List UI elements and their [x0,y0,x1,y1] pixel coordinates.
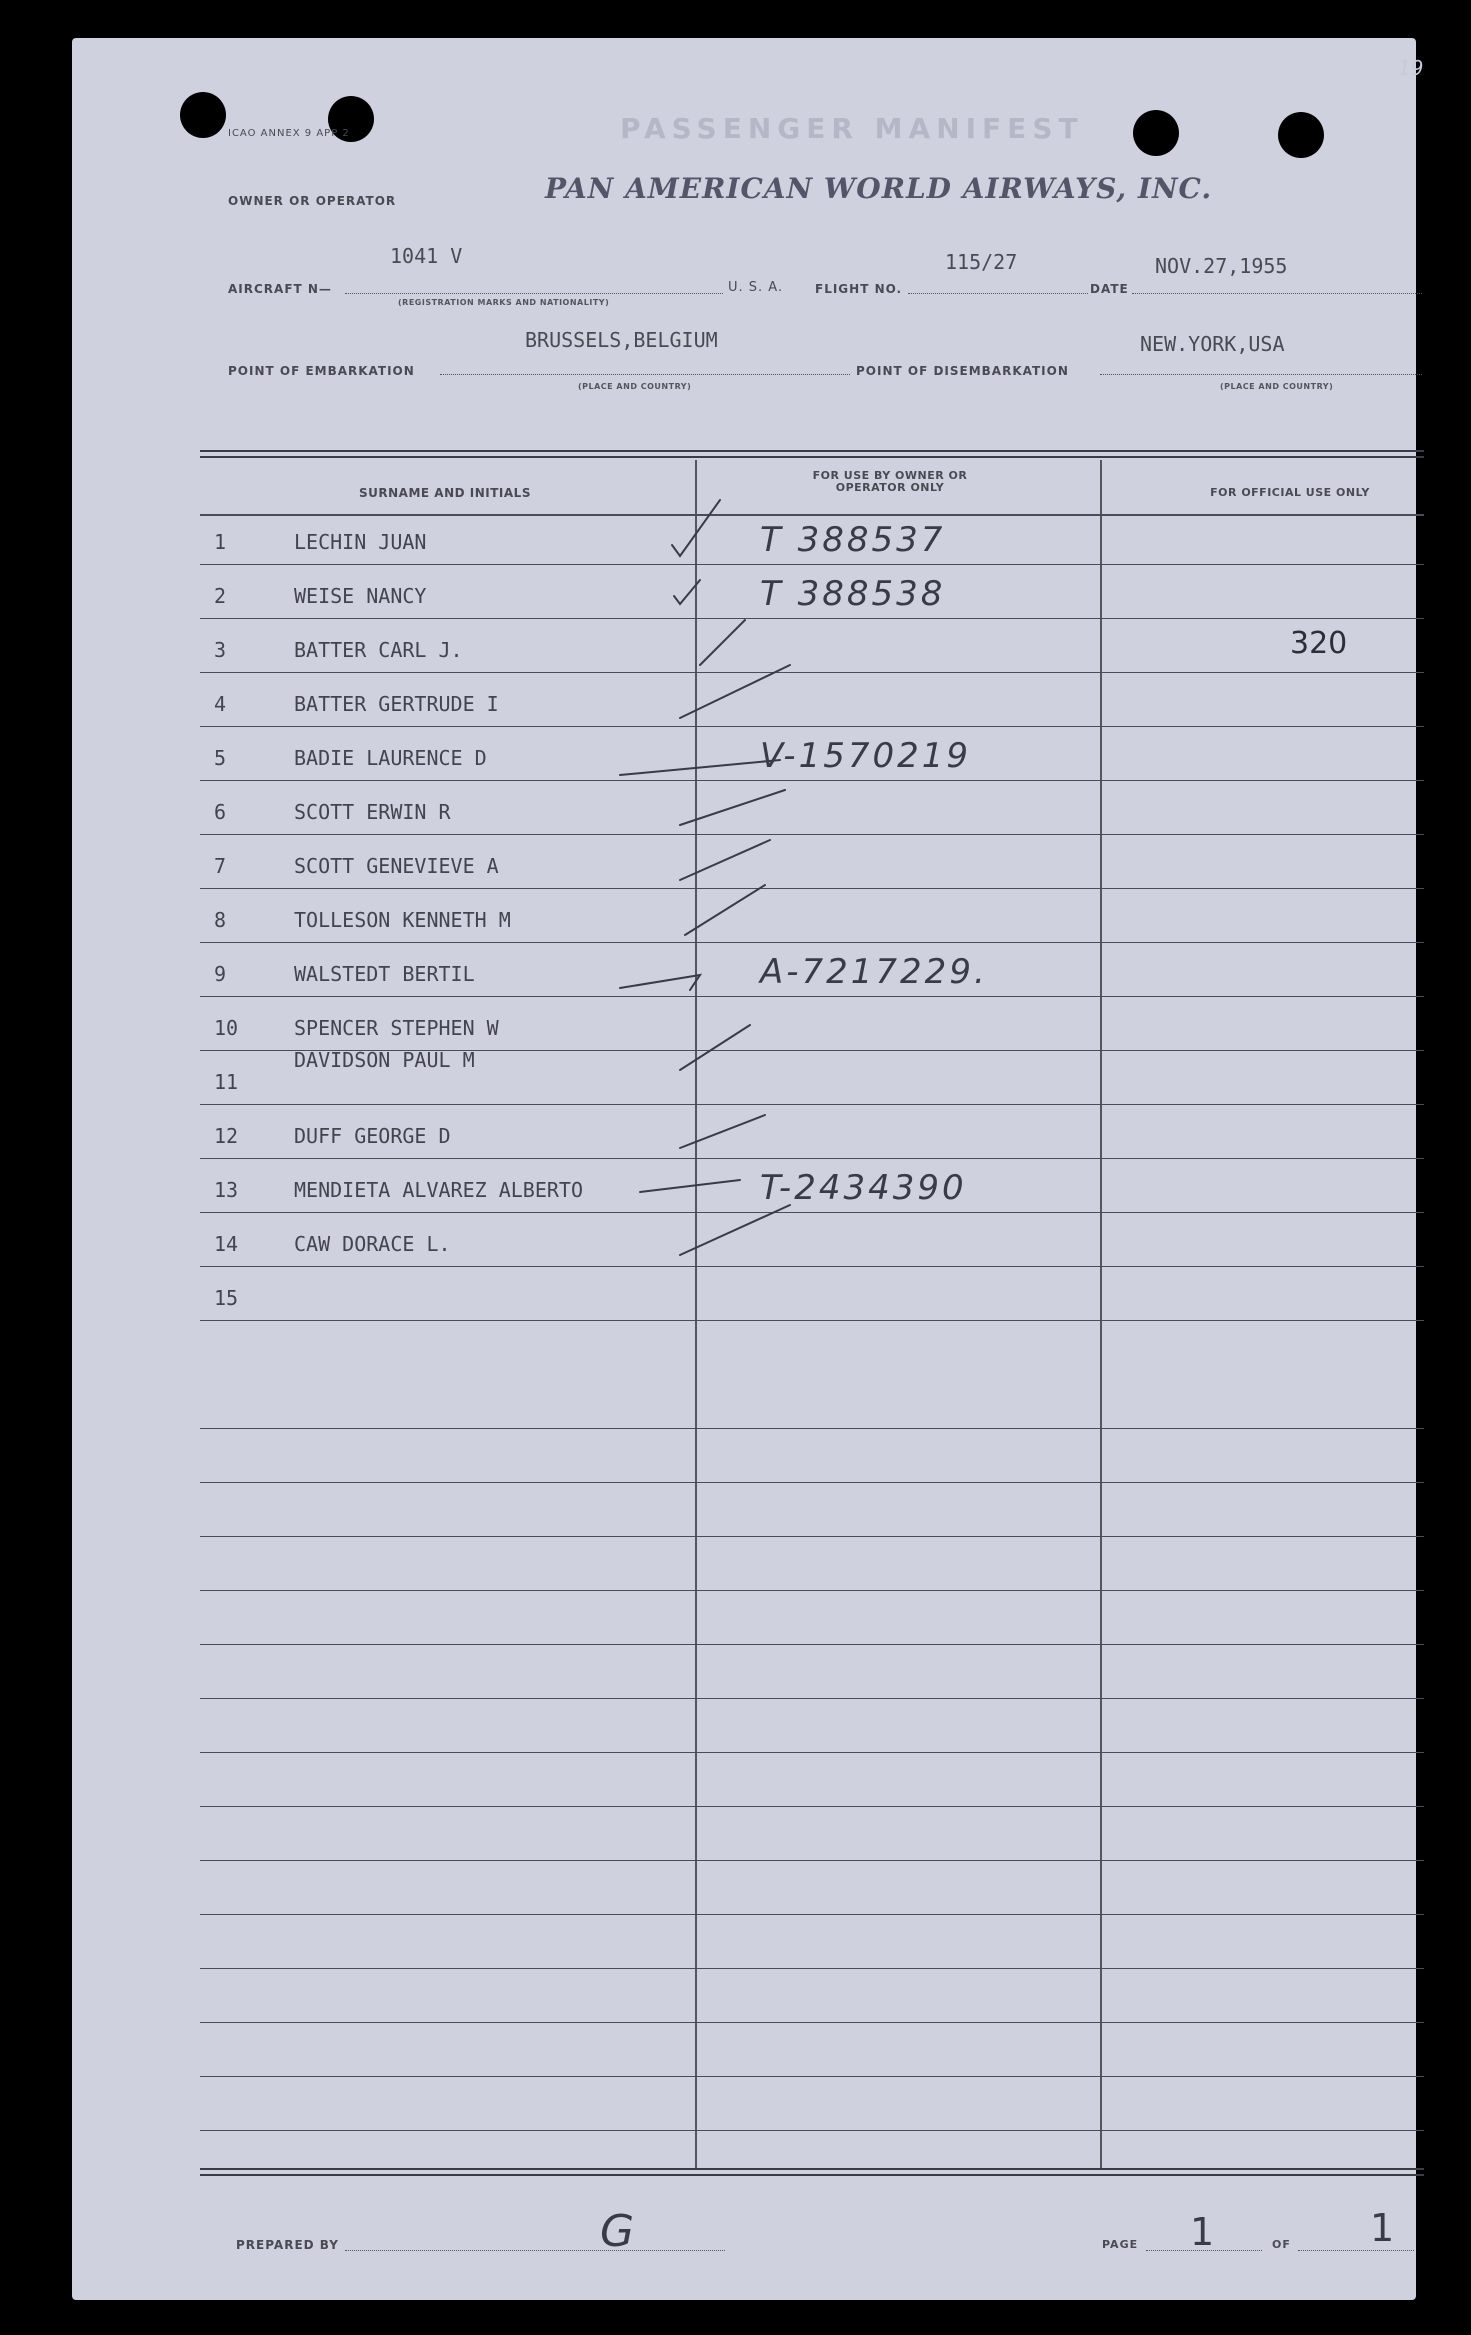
row-number: 6 [214,800,227,824]
slash-mark [680,1205,790,1255]
slash-mark [680,790,785,825]
passenger-name: BADIE LAURENCE D [294,746,487,770]
passenger-name: TOLLESON KENNETH M [294,908,511,932]
slash-mark [680,1115,765,1148]
row-number: 4 [214,692,227,716]
owner-handwritten-note: A-7217229. [760,952,988,992]
nationality: U. S. A. [728,280,784,295]
row-number: 2 [214,584,227,608]
passenger-name: WEISE NANCY [294,584,427,608]
embarkation-value: BRUSSELS,BELGIUM [525,328,718,352]
faded-form-title: PASSENGER MANIFEST [620,112,1084,145]
official-use-value: 320 [1290,626,1348,661]
passenger-name: CAW DORACE L. [294,1232,451,1256]
prepared-by-initials: G [600,2206,638,2257]
owner-handwritten-note: T 388538 [760,574,946,614]
flight-label: FLIGHT NO. [815,282,903,296]
column-header-surname: SURNAME AND INITIALS [359,486,531,500]
page-corner-mark: 19 [1398,56,1424,80]
slash-mark [640,1180,740,1192]
date-value: NOV.27,1955 [1155,254,1288,278]
flight-value: 115/27 [945,250,1018,274]
disembarkation-value: NEW.YORK,USA [1140,332,1285,356]
slash-mark [680,840,770,880]
passenger-name: DAVIDSON PAUL M [294,1048,475,1072]
slash-mark [620,975,700,990]
operator-name: PAN AMERICAN WORLD AIRWAYS, INC. [545,172,1213,205]
passenger-name: BATTER CARL J. [294,638,463,662]
row-number: 14 [214,1232,239,1256]
page-total: 1 [1370,2206,1398,2250]
row-number: 10 [214,1016,239,1040]
passenger-name: SCOTT ERWIN R [294,800,451,824]
column-header-owner: FOR USE BY OWNER OR OPERATOR ONLY [812,469,968,494]
check-mark [674,580,700,604]
passenger-name: DUFF GEORGE D [294,1124,451,1148]
passenger-name: MENDIETA ALVAREZ ALBERTO [294,1178,583,1202]
disembarkation-caption: (PLACE AND COUNTRY) [1220,382,1334,391]
check-mark [672,500,720,556]
passenger-name: SCOTT GENEVIEVE A [294,854,499,878]
row-number: 8 [214,908,227,932]
page-number: 1 [1190,2210,1218,2254]
disembarkation-label: POINT OF DISEMBARKATION [856,364,1069,378]
passenger-name: LECHIN JUAN [294,530,427,554]
row-number: 15 [214,1286,239,1310]
owner-handwritten-note: V-1570219 [760,736,971,776]
owner-label: OWNER OR OPERATOR [228,194,397,208]
registration-caption: (REGISTRATION MARKS AND NATIONALITY) [398,298,610,307]
row-number: 5 [214,746,227,770]
passenger-name: SPENCER STEPHEN W [294,1016,499,1040]
prepared-by-label: PREPARED BY [236,2238,339,2252]
embarkation-caption: (PLACE AND COUNTRY) [578,382,692,391]
slash-mark [680,665,790,718]
owner-handwritten-note: T-2434390 [760,1168,967,1208]
passenger-name: WALSTEDT BERTIL [294,962,475,986]
slash-mark [700,620,745,665]
slash-mark [680,1025,750,1070]
row-number: 3 [214,638,227,662]
row-number: 13 [214,1178,239,1202]
row-number: 12 [214,1124,239,1148]
owner-handwritten-note: T 388537 [760,520,946,560]
aircraft-label: AIRCRAFT N— [228,282,332,296]
row-number: 11 [214,1070,239,1094]
of-label: OF [1272,2238,1291,2251]
passenger-name: BATTER GERTRUDE I [294,692,499,716]
column-header-official: FOR OFFICIAL USE ONLY [1210,486,1370,499]
date-label: DATE [1090,282,1129,296]
page-label: PAGE [1102,2238,1139,2251]
row-number: 7 [214,854,227,878]
row-number: 1 [214,530,227,554]
slash-mark [685,885,765,935]
icao-reference: ICAO ANNEX 9 APP 2 [228,128,350,139]
row-number: 9 [214,962,227,986]
embarkation-label: POINT OF EMBARKATION [228,364,415,378]
slash-mark [620,760,780,775]
aircraft-value: 1041 V [390,244,463,268]
